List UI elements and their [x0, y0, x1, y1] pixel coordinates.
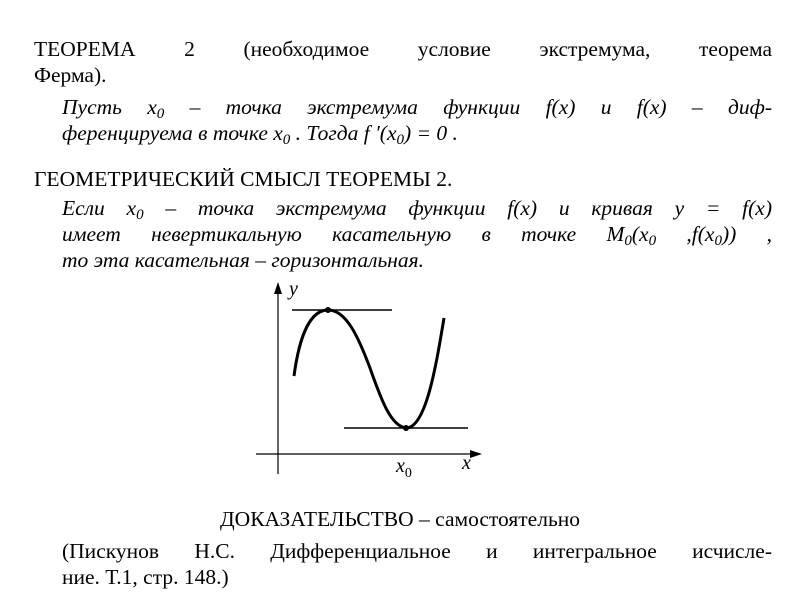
extremum-graph — [250, 276, 490, 486]
x-axis-label: x — [462, 452, 471, 474]
theorem-statement — [62, 94, 772, 146]
reference — [62, 538, 772, 590]
theorem-statement-line-1: Пусть $x_0$ – точка экстремума функции f(x) и f(x) – диф- — [62, 95, 772, 122]
x-axis-arrow — [470, 450, 482, 458]
min-point — [403, 425, 409, 431]
theorem-statement-line-2: ференцируема в точке $x_0$ . Тогда f $'(x_0) = 0$ . — [62, 121, 458, 148]
theorem-heading-line-1: ТЕОРЕМА 2 (необходимое условие экстремума, теорема — [34, 37, 772, 61]
theorem-heading-line-2: Ферма). — [34, 63, 107, 87]
y-axis-label: y — [289, 278, 298, 300]
reference-line-1: (Пискунов Н.С. Дифференциальное и интегральное исчисле- — [62, 539, 772, 563]
geometric-meaning-text — [62, 195, 772, 273]
function-curve — [294, 310, 444, 428]
proof-heading: ДОКАЗАТЕЛЬСТВО – самостоятельно — [220, 507, 580, 531]
geometric-text-line-1: Если $x_0$ – точка экстремума функции f(x) и кривая y = f(x) — [62, 196, 772, 223]
geometric-meaning-heading: ГЕОМЕТРИЧЕСКИЙ СМЫСЛ ТЕОРЕМЫ 2. — [34, 167, 453, 191]
x0-label: $x_0$ — [396, 455, 412, 481]
geometric-text-line-3: то эта касательная – горизонтальная. — [62, 248, 425, 272]
y-axis-arrow — [274, 282, 282, 294]
theorem-heading — [34, 36, 772, 88]
reference-line-2: ние. Т.1, стр. 148.) — [62, 565, 229, 589]
max-point — [325, 307, 331, 313]
geometric-text-line-2: имеет невертикальную касательную в точке $M_0(x_0$ $,f(x_0)$) , — [62, 222, 772, 249]
